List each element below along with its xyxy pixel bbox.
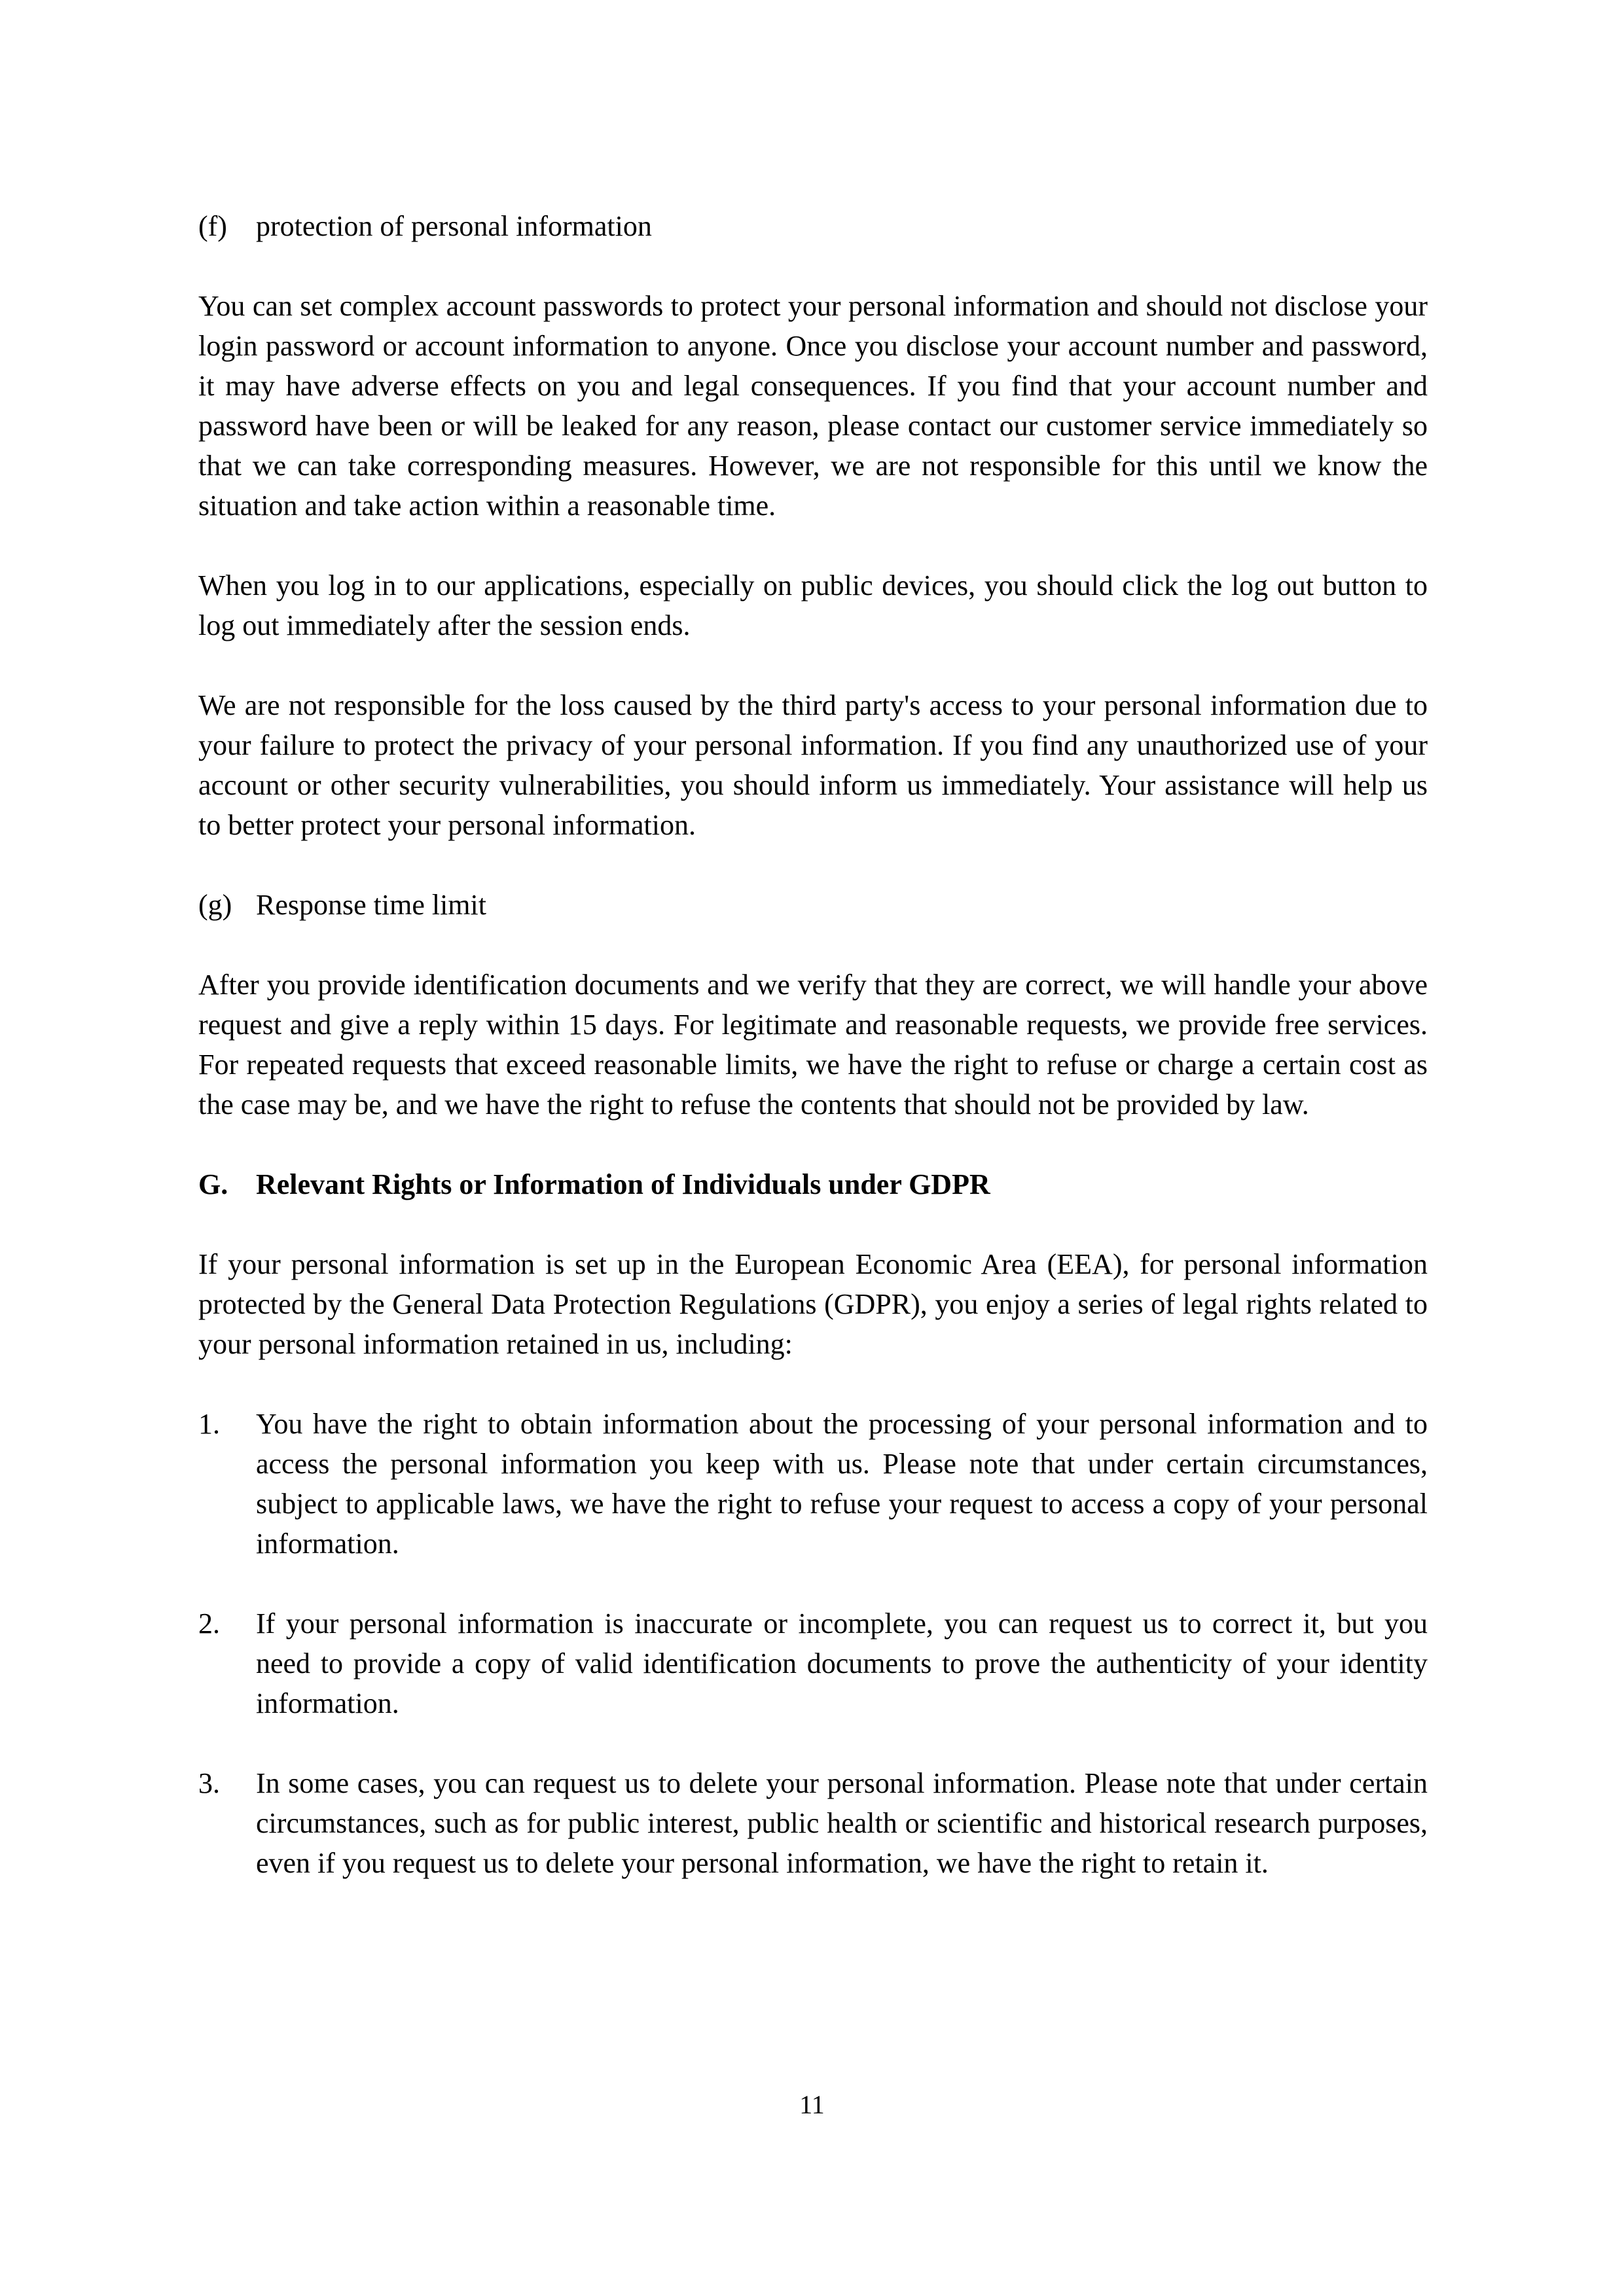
- heading-gdpr-rights: [198, 1164, 1428, 1204]
- heading-text: protection of personal information: [256, 210, 652, 242]
- list-text: If your personal information is inaccurate or incomplete, you can request us to correct it, but you need to provide a copy of valid identification documents to prove the authenticity of your identity information.: [256, 1607, 1428, 1719]
- heading-response-time-limit: [198, 885, 1428, 925]
- list-item-right-to-correct: [198, 1604, 1428, 1723]
- paragraph-passwords: You can set complex account passwords to protect your personal information and should not disclose your login password or account information to anyone. Once you disclose your account number and password, it may have adverse effects on you and legal consequences. If you find that your account number and password have been or will be leaked for any reason, please contact our customer service immediately so that we can take corresponding measures. However, we are not responsible for this until we know the situation and take action within a reasonable time.: [198, 290, 1428, 522]
- heading-text: Relevant Rights or Information of Individuals under GDPR: [256, 1168, 990, 1200]
- list-text: In some cases, you can request us to delete your personal information. Please note that under certain circumstances, such as for public interest, public health or scientific and historical research purposes, even if you request us to delete your personal information, we have the right to retain it.: [256, 1767, 1428, 1879]
- list-number: 1.: [198, 1408, 220, 1440]
- paragraph-logout: When you log in to our applications, especially on public devices, you should click the log out button to log out immediately after the session ends.: [198, 569, 1428, 641]
- paragraph-gdpr-intro: If your personal information is set up in the European Economic Area (EEA), for personal information protected by the General Data Protection Regulations (GDPR), you enjoy a series of legal rights related to your personal information retained in us, including:: [198, 1248, 1428, 1360]
- list-number: 2.: [198, 1607, 220, 1640]
- list-item-right-to-delete: [198, 1763, 1428, 1883]
- list-item-right-to-obtain-information: [198, 1404, 1428, 1564]
- page-number: 11: [799, 2090, 825, 2119]
- paragraph-reply-within-15-days: After you provide identification documents and we verify that they are correct, we will handle your above request and give a reply within 15 days. For legitimate and reasonable requests, we provide free services. For repeated requests that exceed reasonable limits, we have the right to refuse or charge a certain cost as the case may be, and we have the right to refuse the contents that should not be provided by law.: [198, 969, 1428, 1121]
- heading-protection-of-personal-information: [198, 206, 1428, 246]
- heading-label: G.: [198, 1168, 228, 1200]
- paragraph-third-party-loss: We are not responsible for the loss caused by the third party's access to your personal information due to your failure to protect the privacy of your personal information. If you find any unauthorized use of your account or other security vulnerabilities, you should inform us immediately. Your assistance will help us to better protect your personal information.: [198, 689, 1428, 841]
- heading-label: (g): [198, 889, 232, 921]
- list-number: 3.: [198, 1767, 220, 1799]
- list-text: You have the right to obtain information about the processing of your personal information and to access the personal information you keep with us. Please note that under certain circumstances, subject to applicable laws, we have the right to refuse your request to access a copy of your personal information.: [256, 1408, 1428, 1560]
- heading-text: Response time limit: [256, 889, 486, 921]
- page-content: [198, 206, 1428, 1923]
- heading-label: (f): [198, 210, 227, 242]
